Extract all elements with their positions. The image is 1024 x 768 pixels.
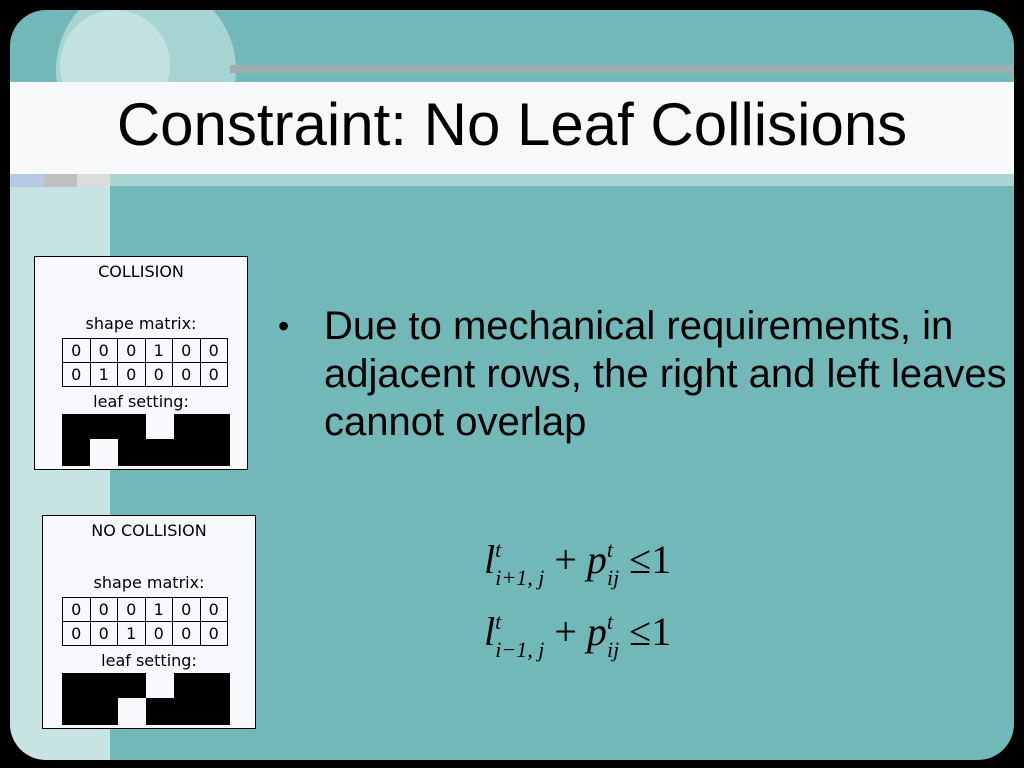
matrix-cell: 0 [63, 363, 91, 387]
eq-p: p [586, 609, 607, 654]
matrix-cell: 1 [145, 339, 173, 363]
leaf-row-bottom [62, 439, 90, 466]
matrix-cell: 0 [90, 339, 118, 363]
bullet-icon: • [278, 308, 290, 344]
eq-l-sup: t [495, 609, 502, 634]
eq-l: l [484, 609, 496, 654]
decorative-line [230, 65, 1014, 73]
matrix-cell: 0 [200, 339, 228, 363]
leaf-row-top [62, 673, 146, 698]
matrix-row [63, 598, 228, 622]
shape-matrix [62, 338, 228, 387]
matrix-cell: 0 [173, 339, 201, 363]
matrix-label: shape matrix: [93, 573, 205, 592]
matrix-cell: 0 [200, 622, 228, 646]
matrix-cell: 0 [173, 363, 201, 387]
leaf-row-bottom [62, 698, 118, 725]
leaf-setting-diagram [62, 673, 230, 725]
matrix-cell: 0 [90, 622, 118, 646]
slide-title: Constraint: No Leaf Collisions [116, 91, 908, 158]
leaf-label: leaf setting: [101, 651, 197, 670]
eq-p-sup: t [606, 537, 614, 562]
leaf-label: leaf setting: [93, 392, 189, 411]
eq-rhs: 1 [651, 537, 672, 582]
matrix-cell: 0 [145, 363, 173, 387]
matrix-cell: 1 [145, 598, 173, 622]
eq-rel: ≤ [629, 537, 652, 582]
matrix-cell: 0 [63, 622, 91, 646]
matrix-cell: 0 [63, 339, 91, 363]
matrix-cell: 1 [90, 363, 118, 387]
matrix-cell: 0 [90, 598, 118, 622]
matrix-row [63, 339, 228, 363]
leaf-row-top [62, 414, 146, 439]
matrix-cell: 1 [118, 622, 146, 646]
eq-plus: + [554, 537, 577, 582]
shape-matrix [62, 597, 228, 646]
eq-p-sub: ij [607, 637, 620, 662]
bullet-text: Due to mechanical requirements, in adjacent rows, the right and left leaves cannot overlap [324, 304, 1007, 444]
matrix-row [63, 622, 228, 646]
leaf-row-top [174, 414, 230, 439]
matrix-cell: 0 [200, 363, 228, 387]
matrix-cell: 0 [118, 598, 146, 622]
slide [10, 10, 1014, 760]
eq-rel: ≤ [629, 609, 652, 654]
leaf-row-bottom [146, 698, 230, 725]
leaf-row-bottom [118, 439, 230, 466]
eq-l-sub: i−1, j [495, 637, 545, 662]
leaf-row-top [174, 673, 230, 698]
matrix-cell: 0 [173, 622, 201, 646]
eq-l-sup: t [495, 537, 502, 562]
equation-1 [484, 536, 672, 590]
leaf-setting-diagram [62, 414, 230, 466]
collision-panel [34, 256, 248, 470]
matrix-cell: 0 [145, 622, 173, 646]
matrix-cell: 0 [63, 598, 91, 622]
equation-2 [484, 608, 672, 662]
eq-p-sup: t [606, 609, 614, 634]
matrix-label: shape matrix: [85, 314, 197, 333]
eq-rhs: 1 [651, 609, 672, 654]
no-collision-panel [42, 515, 256, 729]
eq-plus: + [554, 609, 577, 654]
eq-l: l [484, 537, 496, 582]
panel-heading: COLLISION [98, 262, 184, 281]
eq-p-sub: ij [607, 565, 620, 590]
matrix-row [63, 363, 228, 387]
matrix-cell: 0 [173, 598, 201, 622]
eq-l-sub: i+1, j [495, 565, 545, 590]
panel-heading: NO COLLISION [91, 521, 207, 540]
matrix-cell: 0 [118, 363, 146, 387]
matrix-cell: 0 [200, 598, 228, 622]
eq-p: p [586, 537, 607, 582]
matrix-cell: 0 [118, 339, 146, 363]
